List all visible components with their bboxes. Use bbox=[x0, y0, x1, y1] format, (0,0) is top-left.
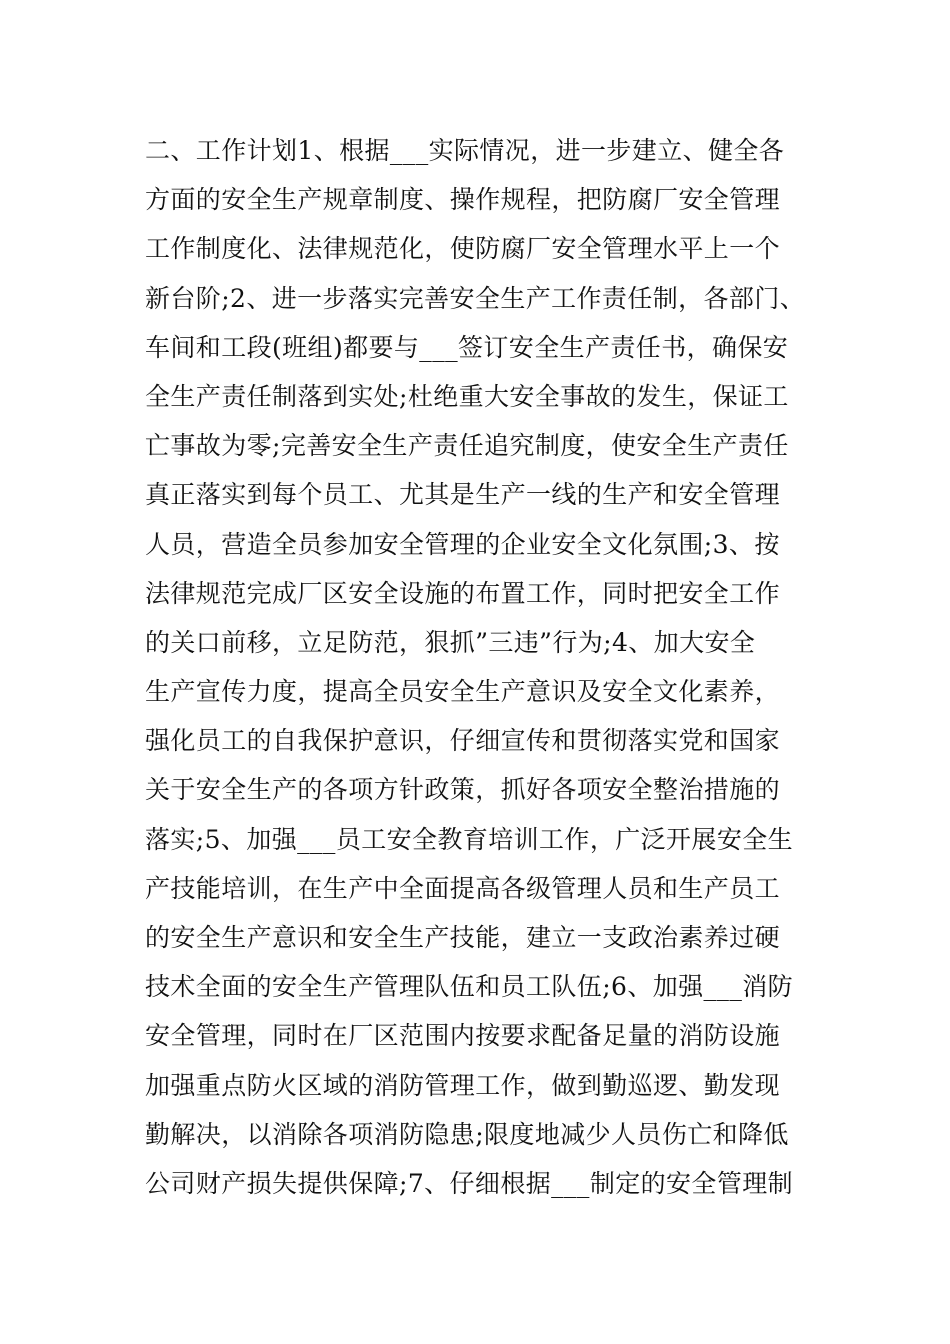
text-line: 工作制度化、法律规范化，使防腐厂安全管理水平上一个 bbox=[145, 234, 781, 264]
text-line: 的安全生产意识和安全生产技能，建立一支政治素养过硬 bbox=[145, 923, 781, 952]
text-line: 产技能培训，在生产中全面提高各级管理人员和生产员工 bbox=[145, 873, 781, 903]
text-line: 落实;5、加强___员工安全教育培训工作，广泛开展安全生 bbox=[145, 824, 794, 854]
text-line: 强化员工的自我保护意识，仔细宣传和贯彻落实党和国家 bbox=[145, 726, 781, 756]
text-line: 全生产责任制落到实处;杜绝重大安全事故的发生，保证工 bbox=[145, 381, 789, 411]
text-line: 真正落实到每个员工、尤其是生产一线的生产和安全管理 bbox=[145, 480, 781, 510]
text-line: 亡事故为零;完善安全生产责任追究制度，使安全生产责任 bbox=[145, 431, 789, 461]
text-line: 车间和工段(班组)都要与___签订安全生产责任书，确保安 bbox=[145, 332, 789, 362]
text-line: 二、工作计划1、根据___实际情况，进一步建立、健全各 bbox=[145, 136, 785, 165]
text-line: 加强重点防火区域的消防管理工作，做到勤巡逻、勤发现 bbox=[145, 1070, 781, 1100]
text-line: 的关口前移，立足防范，狠抓”三违”行为;4、加大安全 bbox=[145, 627, 756, 657]
text-line: 人员，营造全员参加安全管理的企业安全文化氛围;3、按 bbox=[145, 529, 780, 559]
text-line: 勤解决，以消除各项消防隐患;限度地减少人员伤亡和降低 bbox=[145, 1119, 789, 1149]
text-line: 生产宣传力度，提高全员安全生产意识及安全文化素养， bbox=[145, 677, 781, 707]
text-line: 关于安全生产的各项方针政策，抓好各项安全整治措施的 bbox=[145, 775, 781, 805]
text-line: 公司财产损失提供保障;7、仔细根据___制定的安全管理制 bbox=[145, 1168, 794, 1198]
text-line: 新台阶;2、进一步落实完善安全生产工作责任制，各部门、 bbox=[145, 283, 806, 313]
text-line: 方面的安全生产规章制度、操作规程，把防腐厂安全管理 bbox=[145, 185, 781, 215]
text-line: 安全管理，同时在厂区范围内按要求配备足量的消防设施 bbox=[145, 1021, 781, 1051]
body-paragraph bbox=[145, 126, 845, 1208]
text-line: 法律规范完成厂区安全设施的布置工作，同时把安全工作 bbox=[145, 578, 781, 608]
text-line: 技术全面的安全生产管理队伍和员工队伍;6、加强___消防 bbox=[145, 972, 794, 1002]
